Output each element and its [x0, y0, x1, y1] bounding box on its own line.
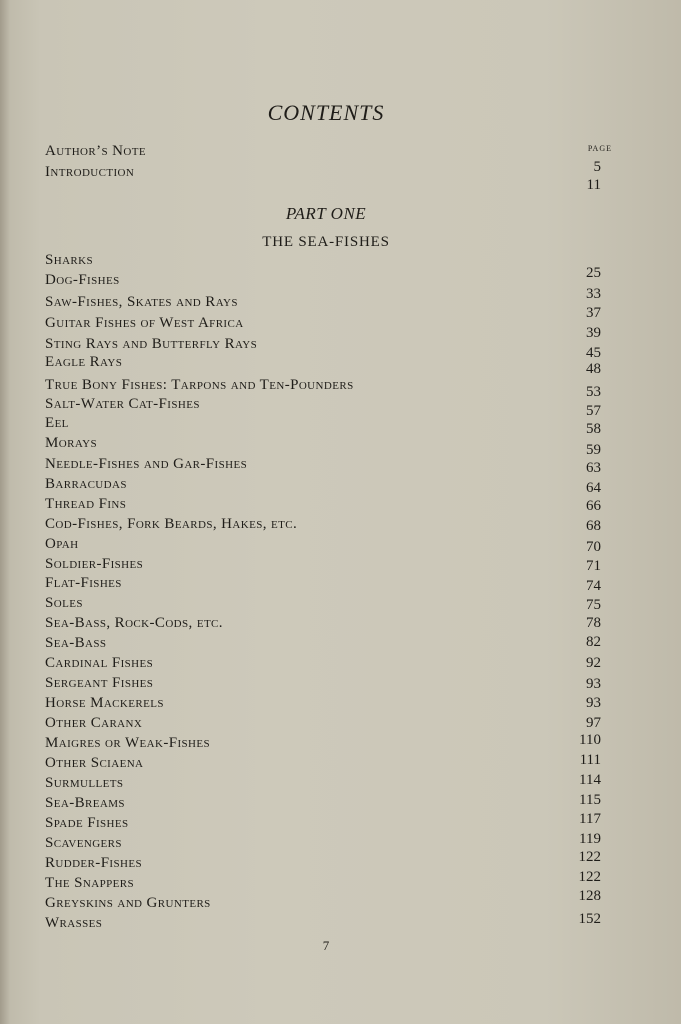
toc-entry-page: 92	[586, 655, 601, 671]
toc-entry-label: Other Sciaena	[45, 755, 144, 771]
toc-entry-label: Flat-Fishes	[45, 575, 122, 591]
toc-entry-label: Sea-Bass, Rock-Cods, etc.	[45, 615, 223, 631]
toc-entry-label: Salt-Water Cat-Fishes	[45, 396, 200, 412]
toc-entry-label: Soldier-Fishes	[45, 556, 144, 572]
toc-entry-page: 119	[579, 831, 601, 847]
toc-entry-page: 93	[586, 695, 601, 711]
toc-entry-label: Sergeant Fishes	[45, 675, 154, 691]
toc-entry-label: Saw-Fishes, Skates and Rays	[45, 294, 238, 310]
toc-entry-page: 97	[586, 715, 601, 731]
toc-entry-page: 39	[586, 325, 601, 341]
toc-entry-page: 110	[579, 732, 601, 748]
toc-entry-label: Maigres or Weak-Fishes	[45, 735, 211, 751]
toc-entry-page: 48	[586, 361, 601, 377]
toc-entry-label: Barracudas	[45, 476, 127, 492]
toc-entry-page: 66	[586, 498, 601, 514]
toc-entry-page: 82	[586, 634, 601, 650]
toc-entry-page: 117	[579, 811, 601, 827]
toc-entry-label: Soles	[45, 595, 83, 611]
toc-entry-label: Sea-Bass	[45, 635, 107, 651]
toc-entry-label: Eel	[45, 415, 69, 431]
toc-entry-authors-note: Author’s Note	[45, 143, 146, 159]
toc-page-authors-note: 5	[593, 159, 601, 175]
toc-entry-label: Greyskins and Grunters	[45, 895, 211, 911]
toc-entry-label: The Snappers	[45, 875, 135, 891]
toc-entry-label: Scavengers	[45, 835, 122, 851]
toc-entry-label: Surmullets	[45, 775, 124, 791]
toc-entry-label: Opah	[45, 536, 79, 552]
toc-entry-page: 58	[586, 421, 601, 437]
toc-entry-label: Spade Fishes	[45, 815, 129, 831]
toc-entry-page: 64	[586, 480, 601, 496]
toc-entry-label: Eagle Rays	[45, 354, 123, 370]
toc-entry-label: Needle-Fishes and Gar-Fishes	[45, 456, 248, 472]
part-heading: PART ONE	[285, 204, 367, 223]
toc-entry-label: Dog-Fishes	[45, 272, 120, 288]
toc-entry-introduction: Introduction	[45, 164, 135, 180]
toc-entry-label: Cardinal Fishes	[45, 655, 154, 671]
toc-entry-page: 70	[586, 539, 601, 555]
toc-entry-label: Sharks	[45, 252, 94, 268]
page-column-label: PAGE	[587, 144, 612, 153]
toc-entry-label: Guitar Fishes of West Africa	[45, 315, 244, 331]
toc-entry-page: 53	[586, 384, 601, 400]
toc-entry-page: 114	[579, 772, 601, 788]
toc-entry-label: Wrasses	[45, 915, 103, 931]
toc-entry-page: 111	[579, 752, 601, 768]
toc-entry-page: 71	[586, 558, 601, 574]
toc-entry-label: Sea-Breams	[45, 795, 125, 811]
toc-entry-page: 78	[586, 615, 601, 631]
toc-entry-page: 37	[586, 305, 601, 321]
toc-entry-label: True Bony Fishes: Tarpons and Ten-Pounders	[45, 377, 354, 393]
toc-entry-page: 152	[578, 911, 601, 927]
toc-entry-page: 59	[586, 442, 601, 458]
toc-entry-page: 75	[586, 597, 601, 613]
toc-page-introduction: 11	[586, 177, 601, 193]
toc-entry-label: Other Caranx	[45, 715, 143, 731]
toc-entry-page: 93	[586, 676, 601, 692]
section-heading: THE SEA-FISHES	[262, 234, 390, 250]
page-title: CONTENTS	[267, 100, 385, 125]
toc-entry-label: Thread Fins	[45, 496, 127, 512]
toc-entry-page: 68	[586, 518, 601, 534]
toc-entry-label: Sting Rays and Butterfly Rays	[45, 336, 258, 352]
toc-entry-page: 63	[586, 460, 601, 476]
toc-entry-label: Rudder-Fishes	[45, 855, 142, 871]
toc-entry-page: 33	[586, 286, 601, 302]
toc-entry-page: 25	[586, 265, 601, 281]
page-number: 7	[322, 938, 330, 953]
toc-entry-label: Morays	[45, 435, 98, 451]
toc-entry-page: 122	[578, 869, 601, 885]
toc-entry-page: 115	[579, 792, 601, 808]
toc-entry-page: 57	[586, 403, 601, 419]
toc-entry-page: 122	[578, 849, 601, 865]
toc-entry-page: 128	[578, 888, 601, 904]
toc-entry-page: 74	[586, 578, 601, 594]
toc-entry-label: Horse Mackerels	[45, 695, 164, 711]
toc-entry-label: Cod-Fishes, Fork Beards, Hakes, etc.	[45, 516, 298, 532]
toc-entry-page: 45	[586, 345, 601, 361]
